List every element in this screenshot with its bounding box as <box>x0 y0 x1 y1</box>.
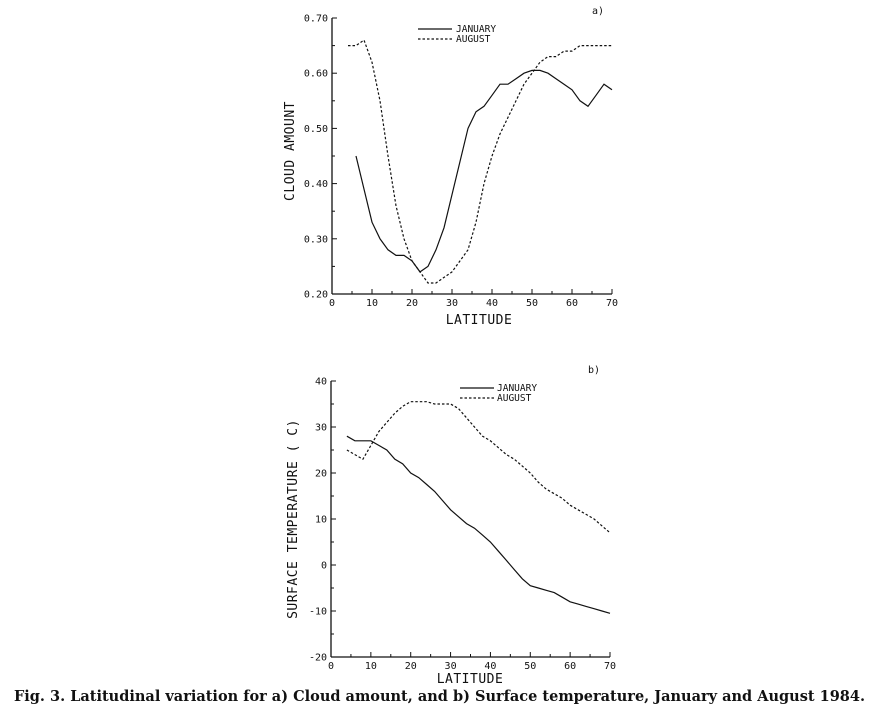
x-tick-label-a: 50 <box>525 298 539 309</box>
legend-label-january-b: JANUARY <box>497 383 538 394</box>
x-tick-label-b: 0 <box>327 661 335 672</box>
cloud-amount-chart <box>283 6 618 328</box>
panel-letter-a: a) <box>592 6 605 17</box>
y-tick-label-a: 0.30 <box>303 234 328 246</box>
y-tick-label-b: -10 <box>308 606 327 618</box>
x-tick-label-b: 40 <box>484 661 497 672</box>
series-august-line-a <box>348 40 612 283</box>
x-axis-title-a: LATITUDE <box>445 313 513 328</box>
y-tick-label-b: 10 <box>314 514 327 526</box>
x-tick-label-b: 20 <box>404 661 417 672</box>
legend-label-august-b: AUGUST <box>497 393 532 404</box>
y-tick-label-b: 0 <box>320 560 327 572</box>
y-tick-label-a: 0.60 <box>303 68 328 80</box>
y-tick-label-b: 20 <box>314 468 327 480</box>
legend-b <box>460 383 537 404</box>
x-tick-label-a: 30 <box>445 298 459 309</box>
x-tick-label-b: 30 <box>444 661 457 672</box>
x-tick-label-a: 0 <box>328 298 336 309</box>
x-tick-label-a: 40 <box>485 298 499 309</box>
x-tick-label-b: 50 <box>524 661 537 672</box>
panel-letter-b: b) <box>588 365 601 376</box>
series-january-line-b <box>347 436 610 613</box>
figure-caption: Fig. 3. Latitudinal variation for a) Cloud amount, and b) Surface temperature, January and August 1984. <box>13 688 866 705</box>
legend-a <box>418 24 496 45</box>
x-tick-label-b: 70 <box>603 661 617 672</box>
y-axis-title-b: SURFACE TEMPERATURE ( C) <box>286 419 301 619</box>
series-january-line-a <box>356 70 612 272</box>
x-tick-label-a: 70 <box>605 298 619 309</box>
x-tick-label-b: 10 <box>364 661 377 672</box>
x-tick-label-b: 60 <box>564 661 577 672</box>
y-tick-label-b: -20 <box>308 652 327 664</box>
y-tick-label-a: 0.70 <box>303 13 328 25</box>
series-august-line-b <box>347 402 610 533</box>
surface-temperature-chart <box>286 365 616 687</box>
x-axis-title-b: LATITUDE <box>436 672 504 687</box>
y-axis-title-a: CLOUD AMOUNT <box>283 101 298 201</box>
legend-label-august-a: AUGUST <box>456 34 491 45</box>
y-tick-label-b: 40 <box>314 376 327 388</box>
y-tick-label-a: 0.20 <box>303 289 328 301</box>
x-tick-label-a: 10 <box>365 298 379 309</box>
y-tick-label-a: 0.40 <box>303 179 328 191</box>
x-tick-label-a: 60 <box>565 298 579 309</box>
y-tick-label-b: 30 <box>314 422 327 434</box>
legend-label-january-a: JANUARY <box>456 24 497 35</box>
y-tick-label-a: 0.50 <box>303 123 328 135</box>
x-tick-label-a: 20 <box>405 298 419 309</box>
